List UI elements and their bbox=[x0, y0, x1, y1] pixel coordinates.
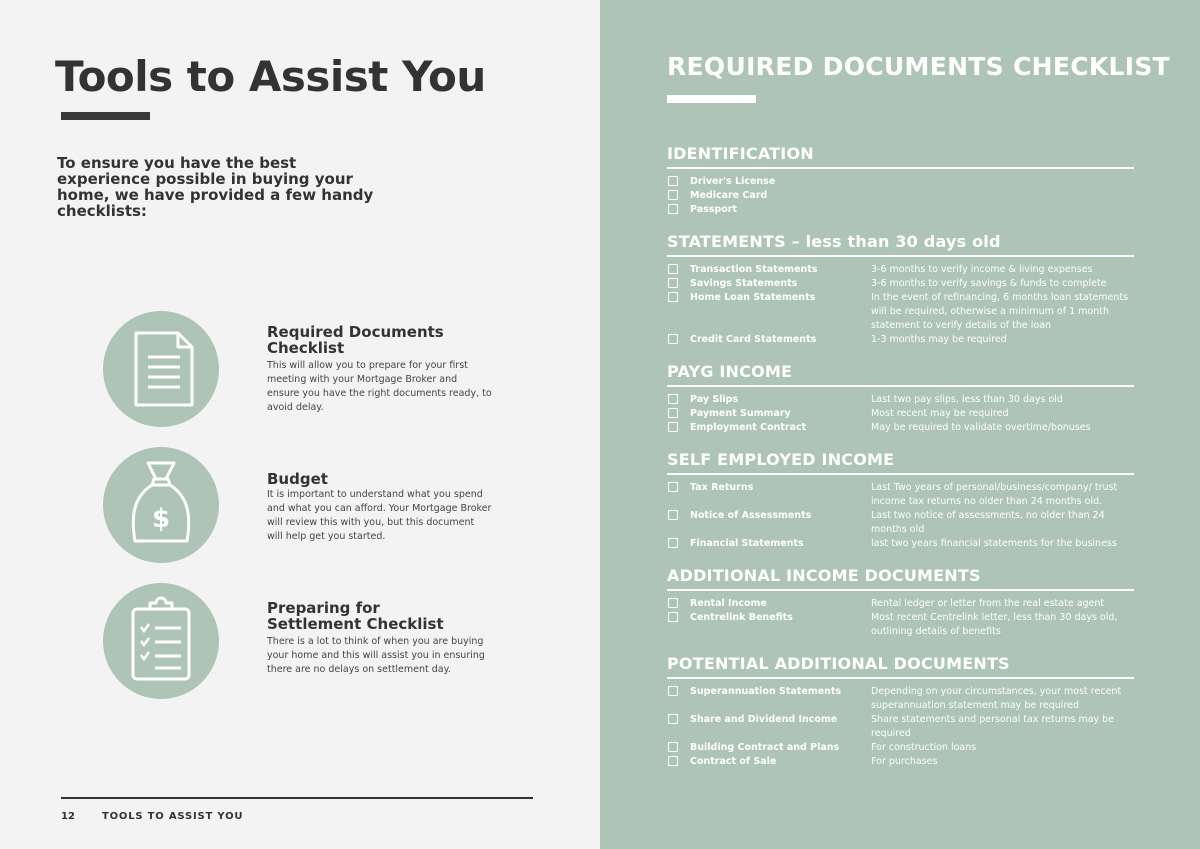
checkbox[interactable] bbox=[668, 334, 678, 344]
tool-title-line1: Preparing for bbox=[267, 599, 380, 617]
checklist-item bbox=[667, 291, 1134, 333]
checklist-items bbox=[667, 597, 1134, 639]
item-label: Passport bbox=[690, 204, 737, 215]
checklist-item bbox=[667, 333, 1134, 347]
tool-title bbox=[267, 324, 444, 356]
item-label: Financial Statements bbox=[690, 538, 804, 549]
checklist-item bbox=[667, 393, 1134, 407]
document-icon bbox=[103, 311, 219, 427]
checkbox[interactable] bbox=[668, 482, 678, 492]
item-label: Employment Contract bbox=[690, 422, 807, 433]
checklist-item bbox=[667, 189, 1134, 203]
item-label: Pay Slips bbox=[690, 394, 739, 405]
item-label: Payment Summary bbox=[690, 408, 791, 419]
clipboard-checklist-icon bbox=[103, 583, 219, 699]
title-underline bbox=[61, 112, 150, 120]
item-note: Depending on your circumstances, your most recent superannuation statement may be required bbox=[871, 686, 1122, 711]
item-label: Driver's License bbox=[690, 176, 776, 187]
section-header: SELF EMPLOYED INCOME bbox=[667, 450, 1134, 475]
svg-text:$: $ bbox=[151, 504, 171, 534]
tool-description: There is a lot to think of when you are buying your home and this will assist you in ensuring there are no delays on settlement day. bbox=[267, 636, 485, 675]
checklist-title: REQUIRED DOCUMENTS CHECKLIST bbox=[667, 52, 1171, 81]
item-note: Last two pay slips, less than 30 days old bbox=[871, 394, 1063, 405]
tool-title-line1: Required Documents bbox=[267, 323, 444, 341]
footer-rule bbox=[61, 797, 533, 799]
checkbox[interactable] bbox=[668, 190, 678, 200]
item-note: For purchases bbox=[871, 756, 938, 767]
checkbox[interactable] bbox=[668, 278, 678, 288]
section-statements bbox=[667, 232, 1134, 347]
tool-budget bbox=[103, 447, 523, 567]
section-header: POTENTIAL ADDITIONAL DOCUMENTS bbox=[667, 654, 1134, 679]
tool-title bbox=[267, 471, 328, 487]
checkbox[interactable] bbox=[668, 204, 678, 214]
tool-title-line2: Checklist bbox=[267, 339, 345, 357]
item-label: Contract of Sale bbox=[690, 756, 777, 767]
checklist-item bbox=[667, 263, 1134, 277]
section-additional-income bbox=[667, 566, 1134, 639]
checklist-items bbox=[667, 175, 1134, 217]
checkbox[interactable] bbox=[668, 598, 678, 608]
item-note: Share statements and personal tax returns may be required bbox=[871, 714, 1115, 739]
item-label: Medicare Card bbox=[690, 190, 768, 201]
section-header: STATEMENTS – less than 30 days old bbox=[667, 232, 1134, 257]
checklist-item bbox=[667, 597, 1134, 611]
item-note: Most recent Centrelink letter, less than 30 days old, outlining details of benefits bbox=[871, 612, 1118, 637]
tool-settlement-checklist bbox=[103, 583, 523, 703]
item-note: Rental ledger or letter from the real estate agent bbox=[871, 598, 1105, 609]
checkbox[interactable] bbox=[668, 714, 678, 724]
checklist-item bbox=[667, 421, 1134, 435]
checklist-items bbox=[667, 685, 1134, 769]
item-label: Notice of Assessments bbox=[690, 510, 812, 521]
right-page bbox=[600, 0, 1200, 849]
checklist-item bbox=[667, 203, 1134, 217]
tool-description: It is important to understand what you spend and what you can afford. Your Mortgage Broker will review this with you, but this document will help get you started. bbox=[267, 489, 492, 542]
footer-label: TOOLS TO ASSIST YOU bbox=[102, 811, 244, 822]
item-note: 1-3 months may be required bbox=[871, 334, 1007, 345]
section-self-employed-income bbox=[667, 450, 1134, 551]
checkbox[interactable] bbox=[668, 612, 678, 622]
checkbox[interactable] bbox=[668, 408, 678, 418]
checklist-item bbox=[667, 509, 1134, 537]
item-label: Share and Dividend Income bbox=[690, 714, 838, 725]
checkbox[interactable] bbox=[668, 756, 678, 766]
page-number: 12 bbox=[61, 811, 75, 822]
section-payg-income bbox=[667, 362, 1134, 435]
checklist-items bbox=[667, 393, 1134, 435]
item-label: Centrelink Benefits bbox=[690, 612, 793, 623]
section-header: ADDITIONAL INCOME DOCUMENTS bbox=[667, 566, 1134, 591]
tool-title-line2: Settlement Checklist bbox=[267, 615, 444, 633]
item-note: 3-6 months to verify savings & funds to complete bbox=[871, 278, 1107, 289]
item-label: Tax Returns bbox=[690, 482, 754, 493]
checkbox[interactable] bbox=[668, 394, 678, 404]
tool-title-line1: Budget bbox=[267, 470, 328, 488]
checkbox[interactable] bbox=[668, 538, 678, 548]
checklist-item bbox=[667, 407, 1134, 421]
checklist-title-underline bbox=[667, 95, 756, 103]
item-note: 3-6 months to verify income & living expenses bbox=[871, 264, 1093, 275]
checklist-items bbox=[667, 263, 1134, 347]
checklist-item bbox=[667, 713, 1134, 741]
item-label: Building Contract and Plans bbox=[690, 742, 840, 753]
item-note: last two years financial statements for the business bbox=[871, 538, 1117, 549]
checklist-item bbox=[667, 175, 1134, 189]
checkbox[interactable] bbox=[668, 742, 678, 752]
item-label: Transaction Statements bbox=[690, 264, 818, 275]
section-identification bbox=[667, 144, 1134, 217]
page-title: Tools to Assist You bbox=[55, 52, 486, 101]
item-note: Most recent may be required bbox=[871, 408, 1009, 419]
item-note: For construction loans bbox=[871, 742, 977, 753]
money-bag-icon bbox=[103, 447, 219, 563]
tool-title bbox=[267, 600, 444, 632]
item-label: Superannuation Statements bbox=[690, 686, 842, 697]
checklist-items bbox=[667, 481, 1134, 551]
item-note: Last Two years of personal/business/company/ trust income tax returns no older than 24 months old. bbox=[871, 482, 1118, 507]
section-header: IDENTIFICATION bbox=[667, 144, 1134, 169]
checkbox[interactable] bbox=[668, 292, 678, 302]
item-label: Home Loan Statements bbox=[690, 292, 816, 303]
checklist-item bbox=[667, 481, 1134, 509]
checklist-item bbox=[667, 611, 1134, 639]
tool-description: This will allow you to prepare for your first meeting with your Mortgage Broker and ensure you have the right documents ready, to avoid delay. bbox=[267, 360, 492, 413]
checklist-item bbox=[667, 755, 1134, 769]
section-potential-additional bbox=[667, 654, 1134, 769]
item-label: Savings Statements bbox=[690, 278, 798, 289]
checkbox[interactable] bbox=[668, 176, 678, 186]
checklist-item bbox=[667, 685, 1134, 713]
checkbox[interactable] bbox=[668, 264, 678, 274]
item-label: Rental Income bbox=[690, 598, 767, 609]
checkbox[interactable] bbox=[668, 686, 678, 696]
checkbox[interactable] bbox=[668, 510, 678, 520]
checklist-item bbox=[667, 741, 1134, 755]
item-note: Last two notice of assessments, no older than 24 months old bbox=[871, 510, 1105, 535]
section-header: PAYG INCOME bbox=[667, 362, 1134, 387]
checkbox[interactable] bbox=[668, 422, 678, 432]
item-label: Credit Card Statements bbox=[690, 334, 817, 345]
item-note: In the event of refinancing, 6 months loan statements will be required, otherwise a minimum of 1 month statement to verify details of the loan bbox=[871, 292, 1129, 331]
item-note: May be required to validate overtime/bonuses bbox=[871, 422, 1091, 433]
tool-required-documents bbox=[103, 311, 523, 431]
checklist-item bbox=[667, 277, 1134, 291]
intro-text: To ensure you have the best experience possible in buying your home, we have provided a few handy checklists: bbox=[57, 154, 374, 220]
checklist-item bbox=[667, 537, 1134, 551]
